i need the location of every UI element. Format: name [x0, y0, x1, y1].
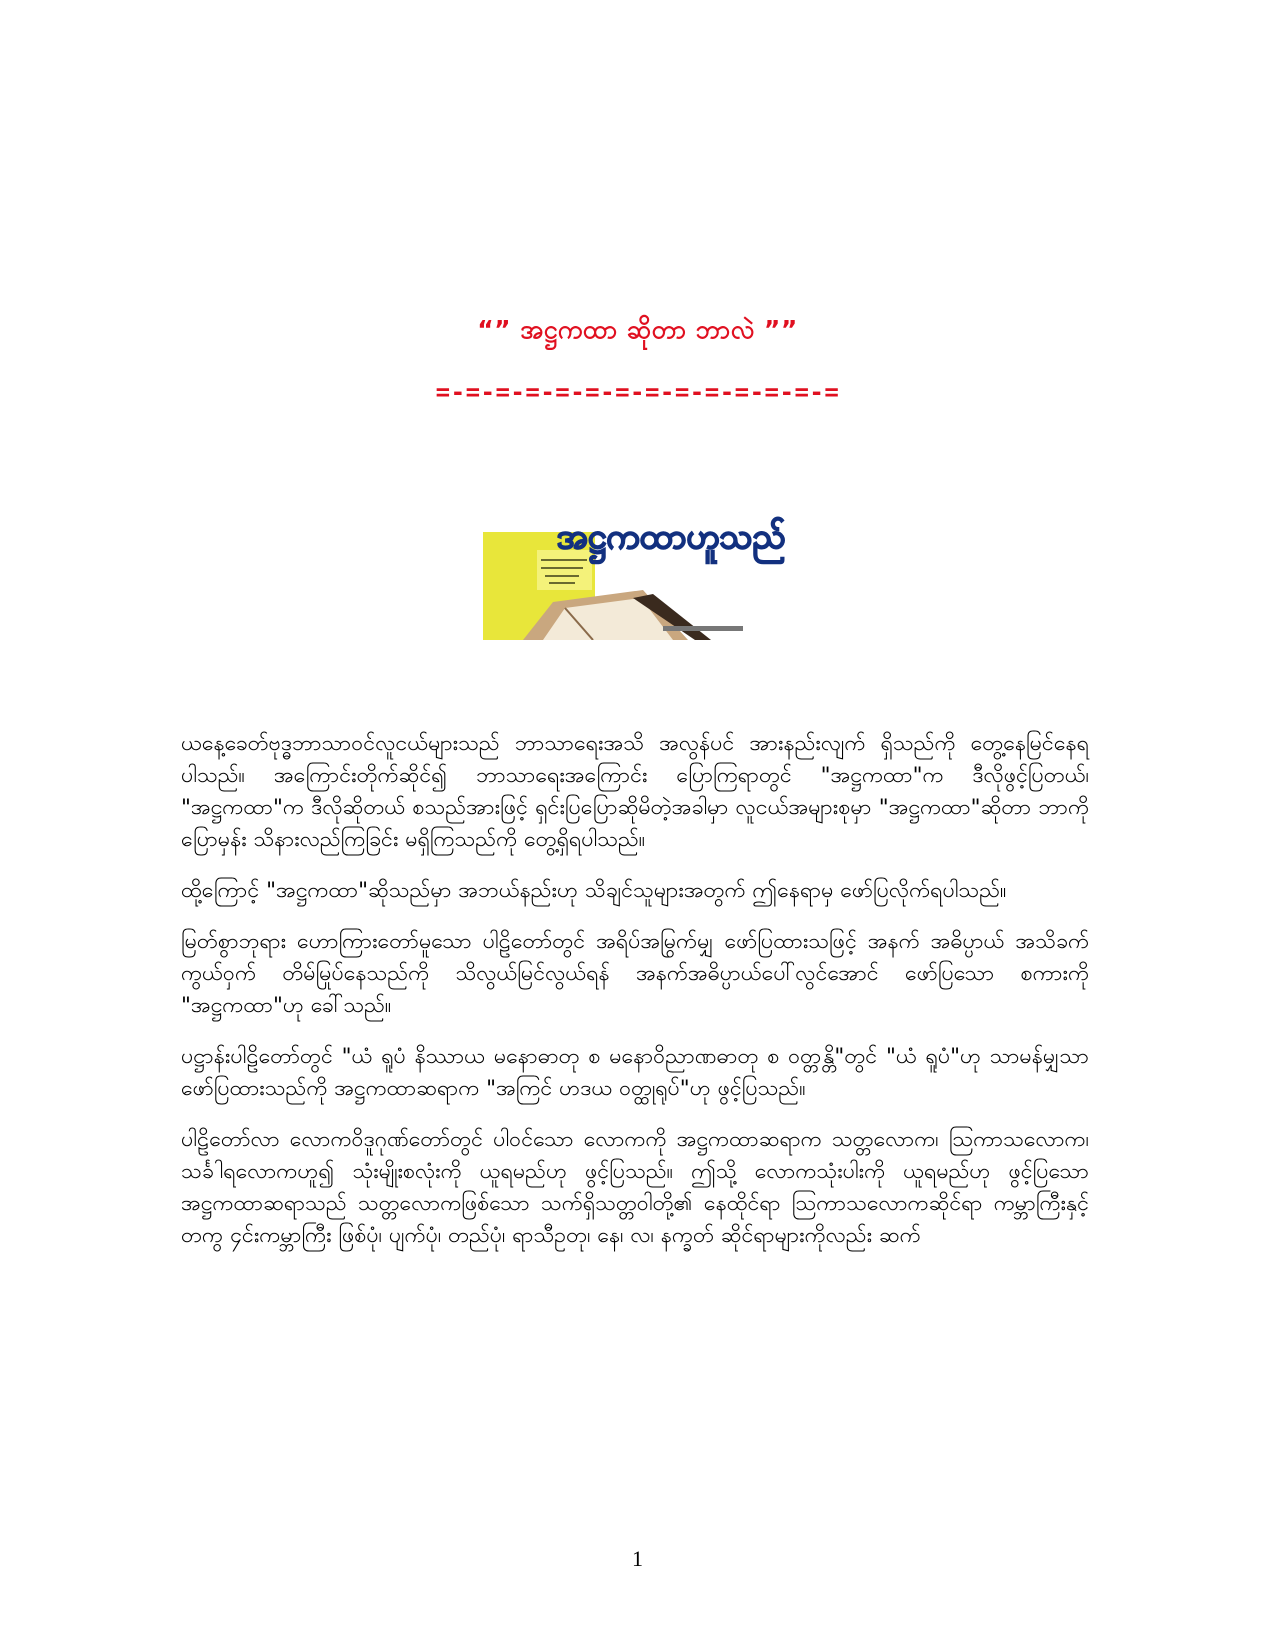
body-text: [181, 728, 1089, 1271]
page-title: “” အဋ္ဌကထာ ဆိုတာ ဘာလဲ ””: [477, 315, 798, 344]
book-logo-image: [483, 490, 786, 640]
paragraph-2: ထို့ကြောင့် "အဋ္ဌကထာ"ဆိုသည်မှာ အဘယ်နည်းဟု သိချင်သူများအတွက် ဤနေရာမှ ဖော်ပြလိုက်ရပါသည်။: [181, 878, 1007, 903]
paragraph-1: ယနေ့ခေတ်ဗုဒ္ဓဘာသာဝင်လူငယ်များသည် ဘာသာရေးအသိ အလွန်ပင် အားနည်းလျက် ရှိသည်ကို တွေ့နေမြင်နေရပါသည်။ အကြောင်းတိုက်ဆိုင်၍ ဘာသာရေးအကြောင်း ပြောကြရာတွင် "အဋ္ဌကထာ"က ဒီလိုဖွင့်ပြတယ်၊ "အဋ္ဌကထာ"က ဒီလိုဆိုတယ် စသည်အားဖြင့် ရှင်းပြပြောဆိုမိတဲ့အခါမှာ လူငယ်အများစုမှာ "အဋ္ဌကထာ"ဆိုတာ ဘာကိုပြောမှန်း သိနားလည်ကြခြင်း မရှိကြသည်ကို တွေ့ရှိရပါသည်။: [181, 731, 1089, 852]
page-number: 1: [632, 1546, 643, 1571]
paragraph-3: မြတ်စွာဘုရား ဟောကြားတော်မူသော ပါဠိတော်တွင် အရိပ်အမြွက်မျှ ဖော်ပြထားသဖြင့် အနက် အဓိပ္ပာယ် အသိခက် ကွယ်ဝှက် တိမ်မြုပ်နေသည်ကို သိလွယ်မြင်လွယ်ရန် အနက်အဓိပ္ပာယ်ပေါ်လွင်အောင် ဖော်ပြသော စကားကို "အဋ္ဌကထာ"ဟု ခေါ်သည်။: [181, 929, 1089, 1018]
paragraph-5: ပါဠိတော်လာ လောကဝိဒူဂုဏ်တော်တွင် ပါဝင်သော လောကကို အဋ္ဌကထာဆရာက သတ္တလောက၊ ဩကာသလောက၊ သင်္ခါရလောကဟူ၍ သုံးမျိုးစလုံးကို ယူရမည်ဟု ဖွင့်ပြသည်။ ဤသို့ လောကသုံးပါးကို ယူရမည်ဟု ဖွင့်ပြသော အဋ္ဌကထာဆရာသည် သတ္တလောကဖြစ်သော သက်ရှိသတ္တဝါတို့၏ နေထိုင်ရာ ဩကာသလောကဆိုင်ရာ ကမ္ဘာကြီးနှင့်တကွ ၄င်းကမ္ဘာကြီး ဖြစ်ပုံ၊ ပျက်ပုံ၊ တည်ပုံ၊ ရာသီဥတု၊ နေ၊ လ၊ နက္ခတ် ဆိုင်ရာများကိုလည်း ဆက်: [181, 1127, 1089, 1248]
logo-wordmark: အဋ္ဌကထာဟူသည်: [556, 517, 786, 557]
paragraph-4: ပဋ္ဌာန်းပါဠိတော်တွင် "ယံ ရူပံ နိဿာယ မနောဓာတု စ မနောဝိညာဏဓာတု စ ဝတ္တန္တိ"တွင် "ယံ ရူပံ"ဟု သာမန်မျှသာ ဖော်ပြထားသည်ကို အဋ္ဌကထာဆရာက "အကြင် ဟဒယ ဝတ္ထုရုပ်"ဟု ဖွင့်ပြသည်။: [181, 1044, 1089, 1101]
title-divider: =-=-=-=-=-=-=-=-=-=-=-=-=-=: [435, 378, 840, 406]
